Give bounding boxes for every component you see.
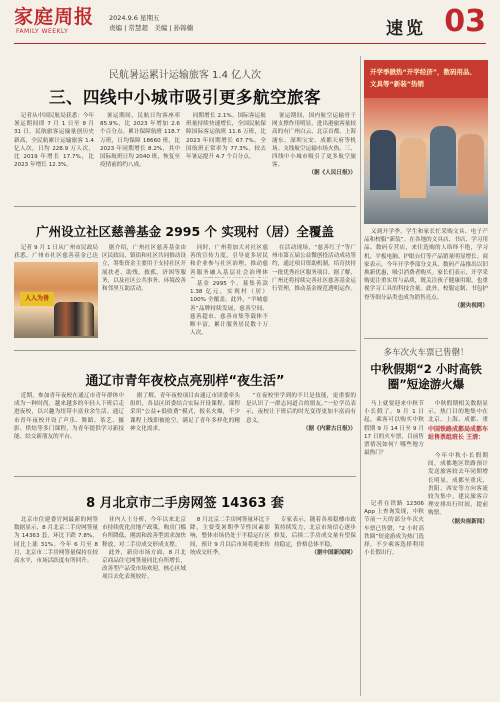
charity-street-photo (14, 262, 98, 338)
back-to-school-caption: 开学季掀热“开学经济”，数码用品、文具等“新装”热销 (364, 60, 488, 98)
sidebar2-text-3: 中秋假期相关数据显示，热门目的地集中在北京、上海、成都、重 (428, 401, 488, 424)
photo-child (400, 138, 426, 198)
newspaper-logo: 家庭周报 (14, 6, 95, 28)
article1-col2 (100, 112, 180, 200)
article1-text-1: 记者从中国民航局获悉：今年暑运期间即 7 月 1 日至 8 月 31 日，民航旅客运输量创历史新高，全民航累计运输旅客 1.4 亿人次，日均 228.9 万人次，比 2019 年增长 17.7%，比 2023 年增长 12.3%。 (14, 113, 94, 169)
sidebar2-text-1: 马上就要迎来中秋节小长假了。9 月 1 日起，乘客可以购买中秋假期 9 月 14 日至 9 月 17 日的火车票，目前售票情况如何？哪些地方最热门？ (364, 401, 424, 457)
article1-headline: 三、四线中小城市吸引更多航空旅客 (49, 88, 321, 107)
sidebar2-col1 (364, 400, 424, 496)
sidebar2-col3 (428, 400, 488, 424)
article2-text-2: 据介绍，广州社区慈善基金由区民政局、镇街和社区共同推动设立，筹集资金主要用于支持社区开展扶老、助残、救孤、济困等服务，以及社区公共事务、环境改善和邻里互助活动。 (102, 245, 186, 293)
article1-text-4: 暑运期间，国内航空运输骨干网支撑作用明显，进出港旅客量较高的有广州白云、北京首都、上海浦东、深圳宝安、成都天府等机场。支线航空运输市场火热，三、四线中小城市吸引了更多航空旅客。 (272, 113, 356, 169)
article1-col1 (14, 112, 94, 200)
article2-text-1: 记者 9 月 1 日从广州市民政局获悉，广州市社区慈善基金已达 (14, 245, 98, 260)
article1-text-3: 同期增长 2.1%。国际客运航班量持续快速增长，全国民航保障国际客运航班 11.6 万班，比 2023 年同期增长 67.7%。全国航班正常率为 77.3%，较去年暑运提升 4.7 个百分点。 (186, 113, 266, 161)
article1-col3 (186, 112, 266, 200)
article1-col4 (272, 112, 356, 200)
article4-text-4: 专家表示，随着各项稳楼市政策持续发力，北京市场信心逐步修复，后续二手房成交量有望保持稳定，价格总体平稳。 (274, 517, 356, 548)
article3-col1 (14, 392, 124, 470)
sidebar1-body (364, 228, 488, 328)
divider (14, 476, 356, 477)
back-to-school-photo (364, 60, 488, 224)
sidebar2-col2 (364, 500, 424, 696)
article3-col2 (130, 392, 240, 470)
article3-headline: 通辽市青年夜校点亮别样“夜生活” (85, 374, 285, 389)
sidebar2-headline: 中秋假期“2 小时高铁圈”短途游火爆 (370, 362, 482, 391)
sidebar2-interviewee: 中国铁路成都局成都车站售票组班长 王清： (428, 426, 489, 441)
article2-text-5: 同时，广州将加大对社区慈善的宣传力度，引导更多居民和企业参与社区治理，推动慈善服务融入基层社会治理体 (190, 245, 268, 276)
article4-col3 (190, 516, 270, 696)
sidebar2-col4 (428, 452, 488, 696)
article2-text-3: 基金 2995 个，募集善款 1.38 亿元，实现村（居）100% 全覆盖。此外，“羊城慈善”品牌持续发展，慈善空间、慈善超市、慈善市集等载体不断丰富，累计服务居民数十万人次。 (190, 281, 268, 337)
article2-col3 (190, 280, 268, 344)
article4-text-5: 此外，新房市场方面，8 月北京商品住宅网签量同比有所增长，改善型产品受市场欢迎，核心区域项目去化表现较好。 (102, 549, 186, 581)
page-number: 03 (444, 4, 486, 39)
sidebar1-text: 又到开学季，学生和家长忙采购文具、电子产品和校服“新装”。在各地的文具店、书店、学习用品、数码专营店，来往选购的人络绎不绝，学习机、平板电脑、护眼台灯等产品销量明显增长。商家表示，今年开学季部分文具、数码产品推出以旧换新优惠，吸引消费者购买。家长们表示，开学采购更注重实用与品质，既关注孩子健康用眼，也重视学习工具的科技含量。此外，校服定制、书包护脊等细分品类也成为销售亮点。 (364, 229, 488, 301)
sidebar2-text-4: 今年中秋小长假期间，成都地区铁路预计发送旅客较去年同期增长明显，成都至重庆、贵阳、西安等方向客流较为集中，建议旅客合理安排出行时间，提前购票。 (428, 453, 488, 517)
photo-child (430, 126, 456, 186)
article2-col4 (272, 244, 356, 344)
issue-info (109, 13, 193, 33)
article4-text-1: 北京市住建委官网最新的网签数据显示，8 月北京二手房网签量为 14363 套，环比下跌 7.8%，同比上涨 31%。今年 6 月至 8 月，北京市二手房网签量保持在较高水平，市场活跃度有所回升。 (14, 517, 98, 565)
issue-date: 2024.9.6 星期五 (109, 14, 160, 22)
article4-text-2: 业内人士分析，今年以来北京市持续优化房地产政策，购房门槛有所降低，刚需和改善型需求加快释放，对二手房成交形成支撑。 (102, 517, 186, 548)
article3-text-2: 据了解，青年夜校项目由通辽市团委牵头组织，各县区团委结合实际开设课程。课程采用“公益+低收费”模式，报名火爆，不少课程上线即被抢空，满足了青年多样化的精神文化需求。 (130, 393, 240, 432)
photo-child (370, 130, 396, 190)
divider (364, 338, 488, 339)
sidebar2-kicker: 多车次火车票已售罄！ (383, 348, 469, 358)
article4-headline: 8 月北京市二手房网签 14363 套 (86, 496, 284, 511)
article3-col3 (246, 392, 356, 470)
article3-text-1: 近期，参加青年夜校在通辽市青年群体中成为一种时尚，越来越多的年轻人下班后走进夜校，以兴趣为纽带丰富业余生活。通辽市青年夜校开设了声乐、舞蹈、茶艺、摄影、烘焙等多门课程，为青年提供学习新技能、结交新朋友的平台。 (14, 393, 124, 441)
article4-col4 (274, 516, 356, 696)
photo-crowd (54, 302, 94, 336)
article2-col1-top (14, 244, 98, 260)
article1-byline: （据《人民日报》） (308, 170, 356, 177)
article2-col5 (190, 244, 268, 278)
sidebar2-byline: （据央视新闻） (448, 518, 488, 525)
article2-col2 (102, 244, 186, 344)
article4-text-3: 8 月北京二手房网签量环比下降，主要受暑期季节性因素影响，整体市场仍处于平稳运行区间，预计 9 月以后市场将迎来传统成交旺季。 (190, 517, 270, 556)
column-separator (360, 56, 361, 696)
divider (14, 350, 356, 351)
issue-editors: 责编 | 常慧超 美编 | 孙锦楠 (109, 24, 194, 32)
masthead (14, 6, 486, 44)
article1-text-2: 暑运期间，民航日均客座率 85.9%，比 2023 年增加 2.6 个百分点。累计保障航班 118.7 万班，日均保障 18660 班，比 2023 年同期增长 8.2%，其中国际航班日均 2040 班，恢复至疫情前的约八成。 (100, 113, 180, 169)
article2-text-4: 在活动现场，“慈善红子”等广州市第五届公益微创投活动成功签约，通过项目资助机制，培育扶持一批优秀社区服务项目。据了解，广州还将持续完善社区慈善基金运行管理，推动基金规范透明运作。 (272, 245, 356, 293)
article4-byline: （据中国新闻网） (311, 549, 356, 556)
article3-byline: （据《内蒙古日报》） (302, 425, 356, 432)
article4-col2 (102, 516, 186, 696)
photo-child (458, 134, 484, 194)
sidebar2-text-2: 记者在铁路 12306 App 上查询发现，中秋节前一天的部分车次火车票已售罄，“2 小时高铁圈”短途游成为热门选择，不少乘客选择利用小长假出行。 (364, 501, 424, 557)
article3-text-3: “在夜校里学到的不只是技能，更重要的是认识了一群志同道合的朋友。”一位学员表示，夜校让下班后的时光变得更加丰富而有意义。 (246, 393, 356, 424)
newspaper-logo-subtitle: FAMILY WEEKLY (16, 28, 69, 35)
divider (14, 206, 356, 207)
charity-sign: 人人为善 (20, 292, 54, 306)
article2-headline: 广州设立社区慈善基金 2995 个 实现村（居）全覆盖 (36, 224, 334, 239)
article4-col1 (14, 516, 98, 696)
section-name: 速览 (386, 19, 426, 39)
article1-kicker: 民航暑运累计运输旅客 1.4 亿人次 (108, 70, 262, 81)
sidebar1-byline: （据央视网） (454, 302, 488, 309)
